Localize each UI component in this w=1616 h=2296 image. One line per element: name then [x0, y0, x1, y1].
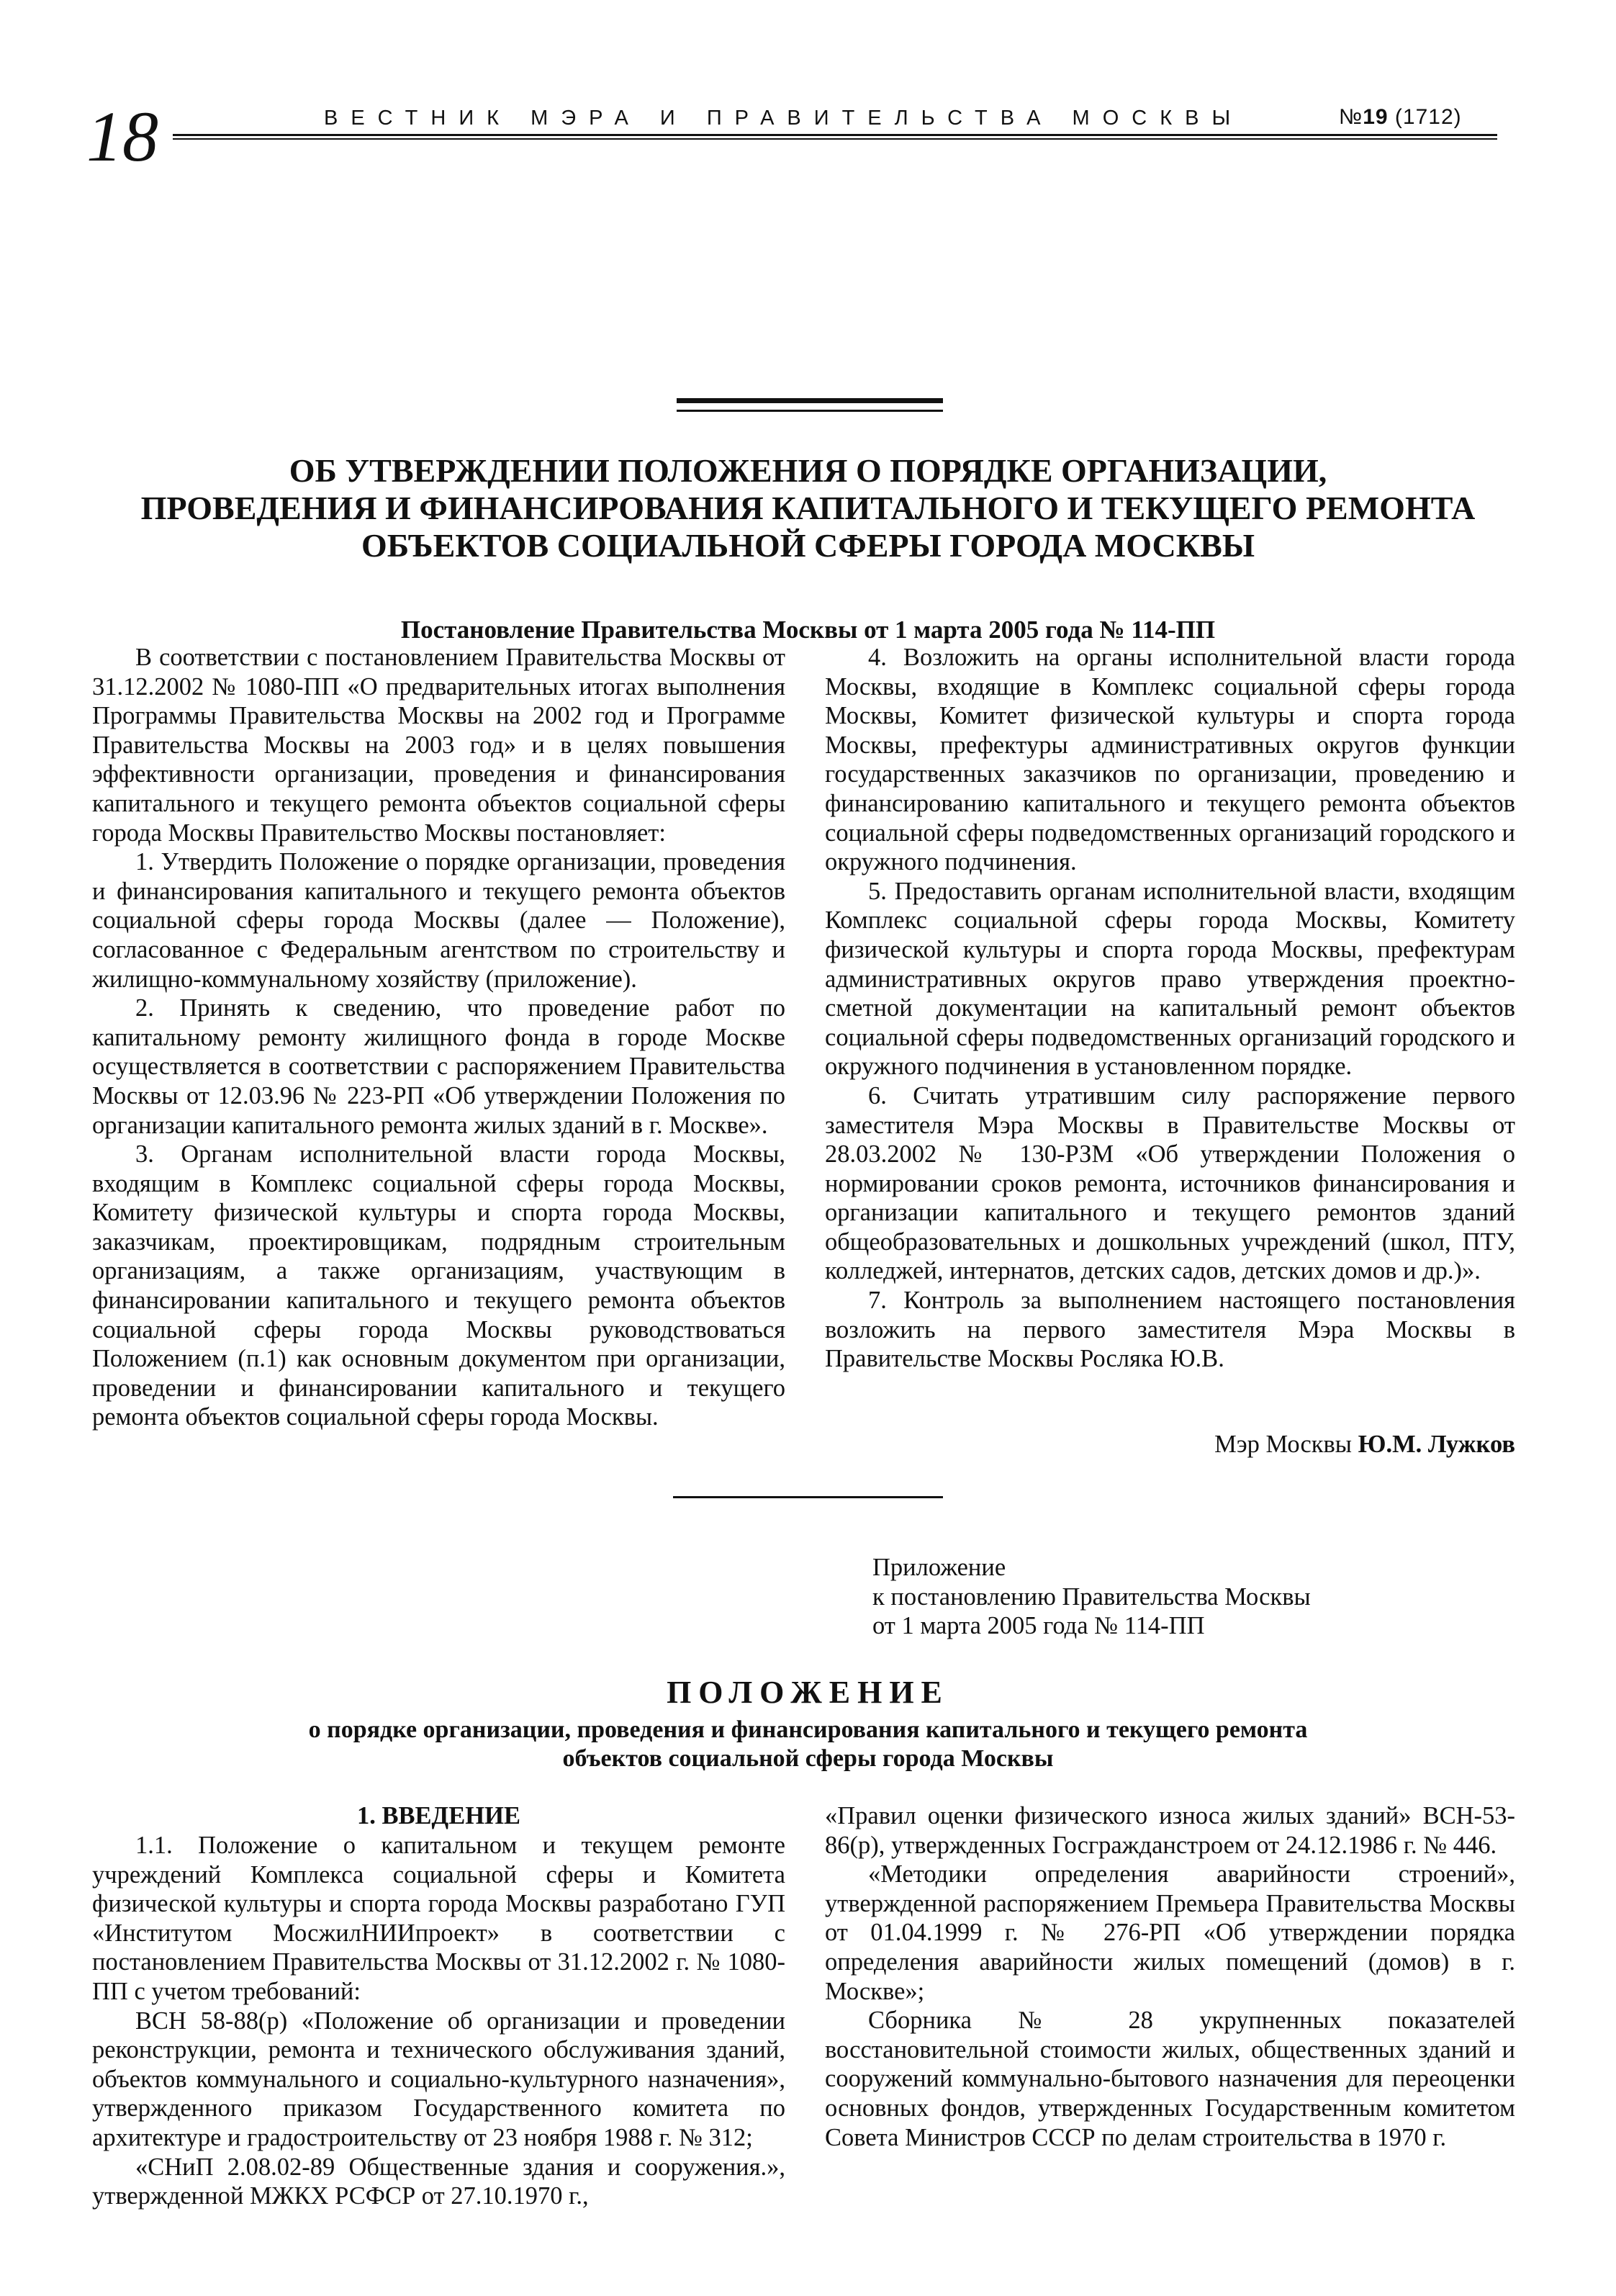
signature-name: Ю.М. Лужков	[1358, 1431, 1515, 1458]
paragraph: В соответствии с постановлением Правительства Москвы от 31.12.2002 № 1080-ПП «О предварительных итогах выполнения Программы Правительства Москвы на 2002 год и Программе Правительства Москвы на 2003 год» и в целях повышения эффективности организации, проведения и финансирования капитального и текущего ремонта объектов социальной сферы города Москвы Правительство Москвы постановляет:	[92, 644, 785, 847]
document-subtitle: Постановление Правительства Москвы от 1 марта 2005 года № 114-ПП	[400, 616, 1216, 644]
appendix-line: к постановлению Правительства Москвы	[872, 1583, 1311, 1611]
section-separator	[673, 1496, 943, 1498]
issue-number	[1339, 107, 1462, 128]
title-line: ПРОВЕДЕНИЯ И ФИНАНСИРОВАНИЯ КАПИТАЛЬНОГО И ТЕКУЩЕГО РЕМОНТА	[140, 490, 1476, 526]
regulation-title: ПОЛОЖЕНИЕ	[667, 1675, 949, 1710]
regulation-subtitle-line: о порядке организации, проведения и финансирования капитального и текущего ремонта	[308, 1716, 1308, 1743]
issue-total: (1712)	[1394, 105, 1462, 129]
regulation-subtitle	[166, 1716, 1450, 1773]
title-top-rule	[677, 398, 943, 403]
running-title: ВЕСТНИК МЭРА И ПРАВИТЕЛЬСТВА МОСКВЫ	[324, 107, 1244, 130]
section-heading: 1. ВВЕДЕНИЕ	[357, 1802, 520, 1829]
header-rule	[173, 134, 1497, 140]
paragraph: 5. Предоставить органам исполнительной власти, входящим Комплекс социальной сферы города Москвы, Комитету физической культуры и спорта города Москвы, префектурам административных округов право утверждения проектно-сметной документации на капитальный ремонт объектов социальной сферы подведомственных организаций городского и окружного подчинения в установленном порядке.	[825, 877, 1515, 1081]
left-column	[92, 643, 785, 1432]
regulation-right-column	[825, 1801, 1515, 2152]
title-top-thin-rule	[677, 410, 943, 412]
paragraph: 6. Считать утратившим силу распоряжение первого заместителя Мэра Москвы в Правительстве Москвы от 28.03.2002 № 130-РЗМ «Об утверждении Положения о нормировании сроков ремонта, источников финансирования и организации капитального и текущего ремонтов зданий общеобразовательных и дошкольных учреждений (школ, ПТУ, колледжей, интернатов, детских садов, детских домов и др.)».	[825, 1081, 1515, 1285]
paragraph: «СНиП 2.08.02-89 Общественные здания и сооружения.», утвержденной МЖКХ РСФСР от 27.10.1970 г.,	[92, 2153, 785, 2210]
page-number: 18	[86, 96, 158, 176]
issue-value: 19	[1363, 105, 1389, 129]
appendix-line: от 1 марта 2005 года № 114-ПП	[872, 1612, 1205, 1640]
signature	[1214, 1430, 1515, 1459]
regulation-subtitle-line: объектов социальной сферы города Москвы	[562, 1745, 1054, 1772]
paragraph: ВСН 58-88(р) «Положение об организации и проведении реконструкции, ремонта и технического обслуживания зданий, объектов коммунального и социально-культурного назначения», утвержденного приказом Государственного комитета по архитектуре и градостроительству от 23 ноября 1988 г. № 312;	[92, 2007, 785, 2151]
title-line: ОБЪЕКТОВ СОЦИАЛЬНОЙ СФЕРЫ ГОРОДА МОСКВЫ	[361, 527, 1255, 564]
paragraph: 2. Принять к сведению, что проведение работ по капитальному ремонту жилищного фонда в городе Москве осуществляется в соответствии с распоряжением Правительства Москвы от 12.03.96 № 223-РП «Об утверждении Положения по организации капитального ремонта жилых зданий в г. Москве».	[92, 994, 785, 1139]
paragraph: 3. Органам исполнительной власти города Москвы, входящим в Комплекс социальной сферы города Москвы, Комитету физической культуры и спорта города Москвы, заказчикам, проектировщикам, подрядным строительным организациям, а также организациям, участвующим в финансировании капитального и текущего ремонта объектов социальной сферы города Москвы руководствоваться Положением (п.1) как основным документом при организации, проведении и финансировании капитального и текущего ремонта объектов социальной сферы города Москвы.	[92, 1140, 785, 1431]
issue-prefix: №	[1339, 105, 1363, 129]
paragraph: 1. Утвердить Положение о порядке организации, проведения и финансирования капитального и текущего ремонта объектов социальной сферы города Москвы (далее — Положение), согласованное с Федеральным агентством по строительству и жилищно-коммунальному хозяйству (приложение).	[92, 848, 785, 993]
appendix-note	[872, 1553, 1311, 1641]
signature-prefix: Мэр Москвы	[1214, 1431, 1352, 1458]
paragraph: «Правил оценки физического износа жилых зданий» ВСН-53-86(р), утвержденных Госгражданстроем от 24.12.1986 г. № 446.	[825, 1802, 1515, 1859]
right-column	[825, 643, 1515, 1374]
regulation-left-column	[92, 1831, 785, 2211]
appendix-line: Приложение	[872, 1554, 1006, 1581]
paragraph: 4. Возложить на органы исполнительной власти города Москвы, входящие в Комплекс социальной сферы города Москвы, Комитет физической культуры и спорта города Москвы, префектуры административных округов функции государственных заказчиков по организации, проведению и финансированию капитального и текущего ремонта объектов социальной сферы подведомственных организаций городского и окружного подчинения.	[825, 644, 1515, 876]
paragraph: 7. Контроль за выполнением настоящего постановления возложить на первого заместителя Мэра Москвы в Правительстве Москвы Росляка Ю.В.	[825, 1287, 1515, 1373]
paragraph: 1.1. Положение о капитальном и текущем ремонте учреждений Комплекса социальной сферы и Комитета физической культуры и спорта города Москвы разработано ГУП «Институтом МосжилНИИпроект» в соответствии с постановлением Правительства Москвы от 31.12.2002 г. № 1080-ПП с учетом требований:	[92, 1832, 785, 2005]
title-line: ОБ УТВЕРЖДЕНИИ ПОЛОЖЕНИЯ О ПОРЯДКЕ ОРГАНИЗАЦИИ,	[289, 452, 1327, 489]
paragraph: «Методики определения аварийности строений», утвержденной распоряжением Премьера Правительства Москвы от 01.04.1999 г. № 276-РП «Об утверждении порядка определения аварийности жилых помещений (домов) в г. Москве»;	[825, 1860, 1515, 2005]
document-title	[94, 452, 1522, 564]
paragraph: Сборника № 28 укрупненных показателей восстановительной стоимости жилых, общественных зданий и сооружений коммунально-бытового назначения для переоценки основных фондов, утвержденных Государственным комитетом Совета Министров СССР по делам строительства в 1970 г.	[825, 2007, 1515, 2151]
